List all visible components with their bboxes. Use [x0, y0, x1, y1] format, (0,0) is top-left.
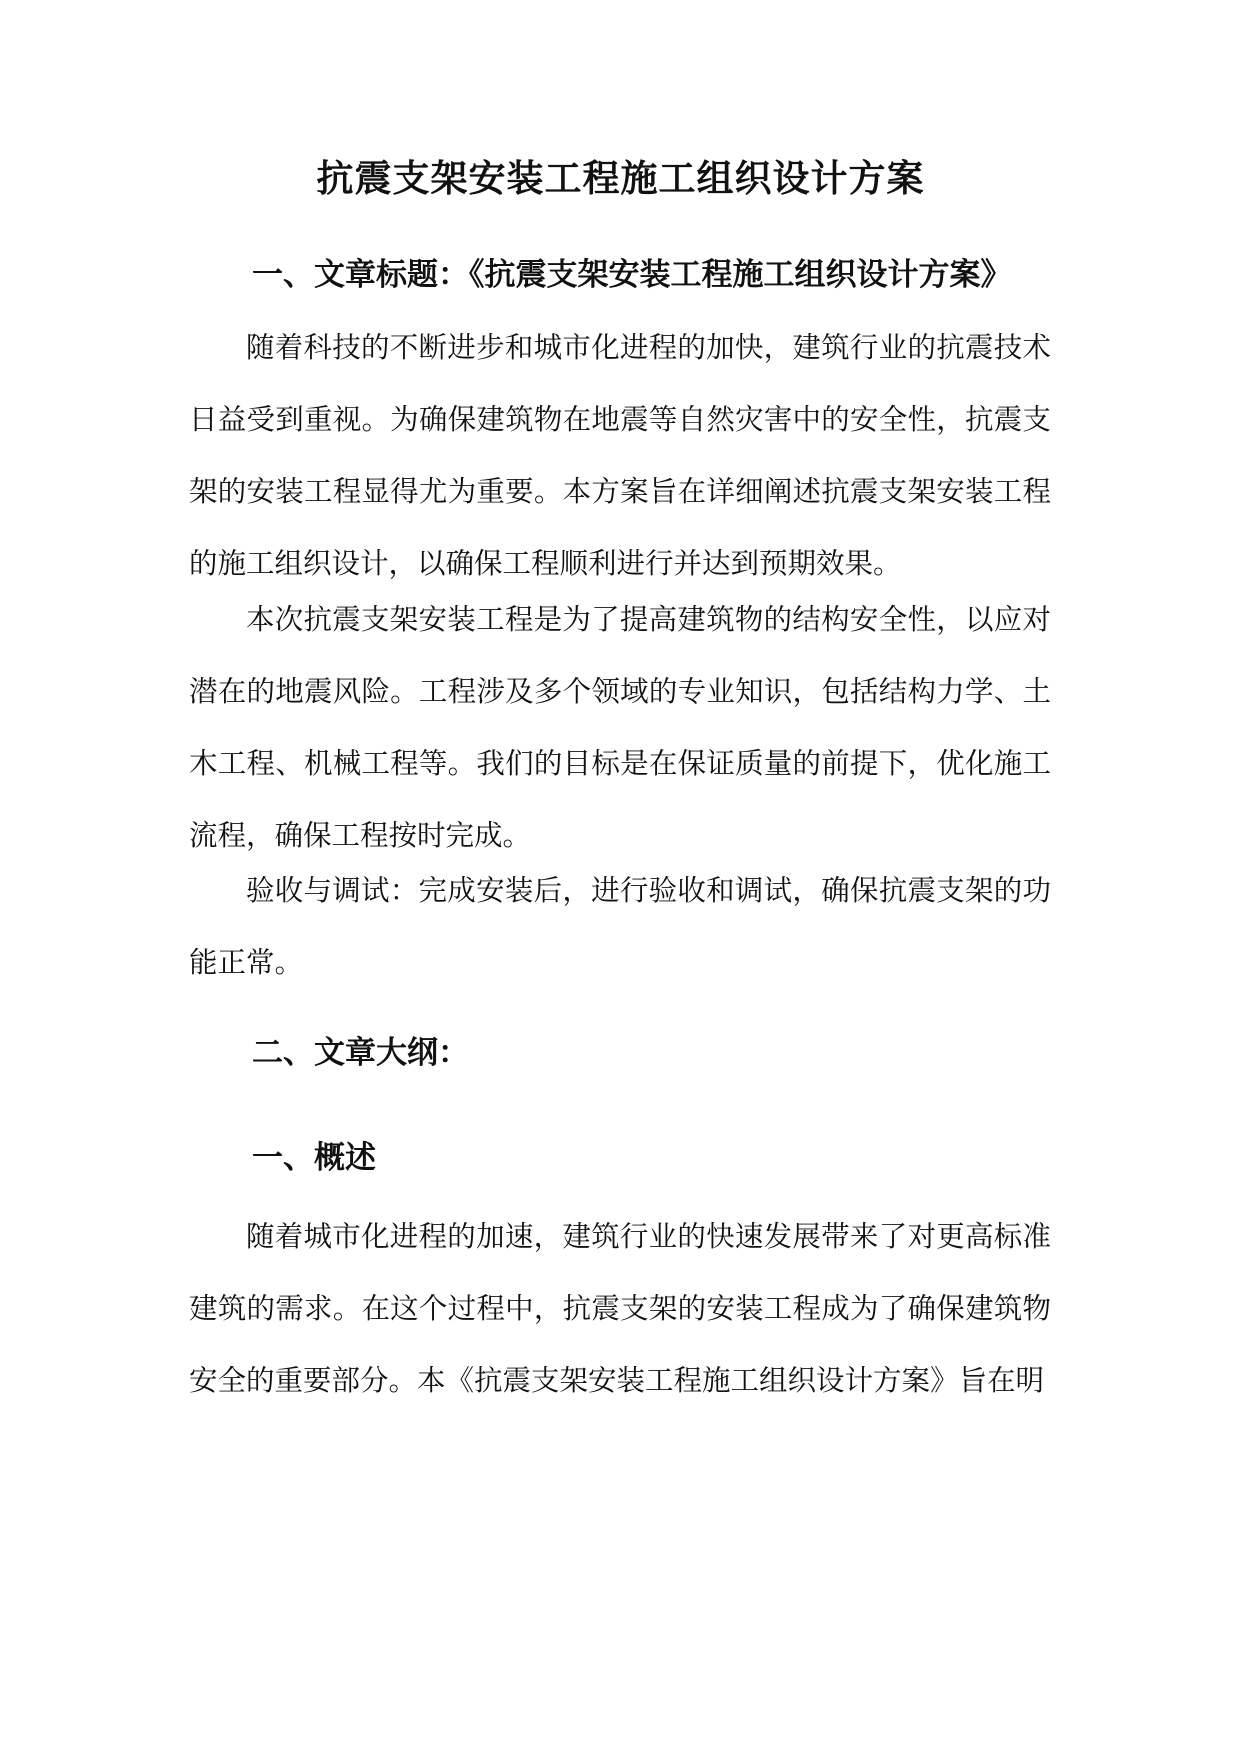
paragraph-overview: 随着城市化进程的加速，建筑行业的快速发展带来了对更高标准建筑的需求。在这个过程中，抗震支架的安装工程成为了确保建筑物安全的重要部分。本《抗震支架安装工程施工组织设计方案》旨在明	[189, 1220, 1051, 1397]
document-title: 抗震支架安装工程施工组织设计方案	[316, 156, 925, 200]
section-heading-article-title: 一、文章标题：《抗震支架安装工程施工组织设计方案》	[252, 257, 1012, 293]
section-heading-outline: 二、文章大纲：	[252, 1035, 469, 1071]
paragraph-project-goal: 本次抗震支架安装工程是为了提高建筑物的结构安全性，以应对潜在的地震风险。工程涉及多个领域的专业知识，包括结构力学、土木工程、机械工程等。我们的目标是在保证质量的前提下，优化施工流程，确保工程按时完成。	[189, 603, 1051, 852]
section-heading-overview: 一、概述	[252, 1140, 376, 1176]
paragraph-intro: 随着科技的不断进步和城市化进程的加快，建筑行业的抗震技术日益受到重视。为确保建筑物在地震等自然灾害中的安全性，抗震支架的安装工程显得尤为重要。本方案旨在详细阐述抗震支架安装工程的施工组织设计，以确保工程顺利进行并达到预期效果。	[189, 331, 1051, 580]
paragraph-acceptance: 验收与调试：完成安装后，进行验收和调试，确保抗震支架的功能正常。	[189, 874, 1051, 979]
